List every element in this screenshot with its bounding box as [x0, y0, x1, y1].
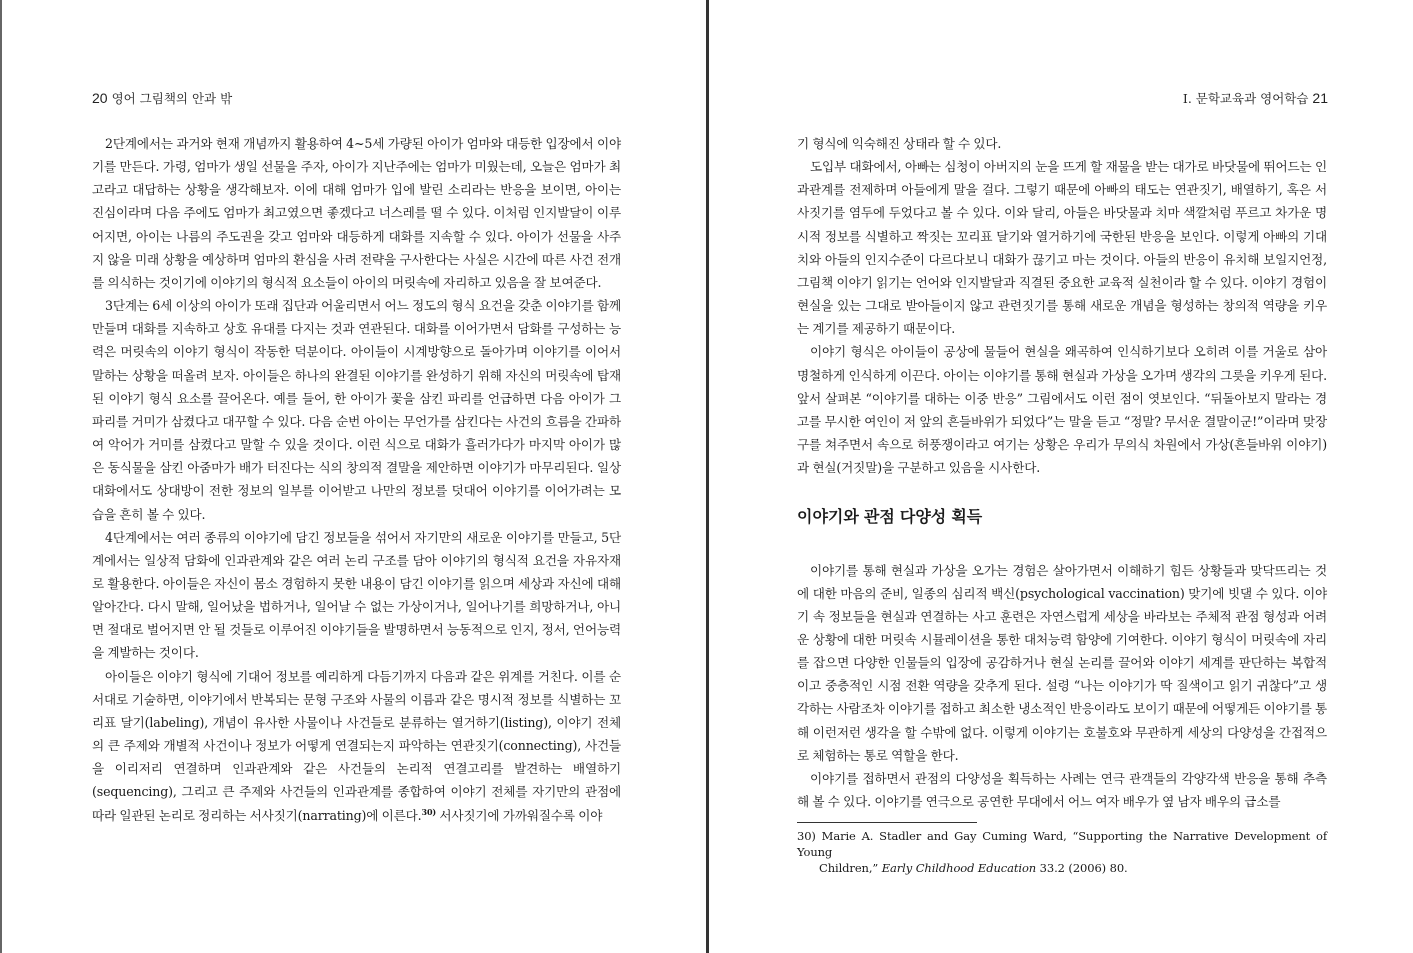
right-paragraph-2: 이야기 형식은 아이들이 공상에 물들어 현실을 왜곡하여 인식하기보다 오히려 이를 거울로 삼아 명철하게 인식하게 이끈다. 아이는 이야기를 통해 현실과 가상을 오가며 생각의 그릇을 키우게 된다. 앞서 살펴본 “이야기를 대하는 이중 반응” 그림에서도 이런 점이 엿보인다. “뒤돌아보지 말라는 경고를 무시한 여인이 저 앞의 흔들바위가 되었다”는 말을 듣고 “정말? 무서운 결말이군!”이라며 맞장구를 쳐주면서 속으로 허풍쟁이라고 여기는 상황은 우리가 무의식 차원에서 가상(흔들바위 이야기)과 현실(거짓말)을 구분하고 있음을 시사한다. — [797, 344, 1327, 476]
left-running-header — [92, 89, 232, 107]
left-paragraph-1: 2단계에서는 과거와 현재 개념까지 활용하여 4~5세 가량된 아이가 엄마와 대등한 입장에서 이야기를 만든다. 가령, 엄마가 생일 선물을 주자, 아이가 지난주에는 엄마가 미웠는데, 오늘은 엄마가 최고라고 대답하는 상황을 생각해보자. 이에 대해 엄마가 입에 발린 소리라는 반응을 보이면, 아이는 진심이라며 다음 주에도 엄마가 최고였으면 좋겠다고 너스레를 떨 수 있다. 이처럼 인지발달이 이루어지면, 아이는 나름의 주도권을 갖고 엄마와 대등하게 대화를 지속할 수 있다. 아이가 선물을 사주지 않을 미래 상황을 예상하며 엄마의 환심을 사려 전략을 구사한다는 사실은 시간에 따른 사건 전개를 의식하는 것이기에 이야기의 형식적 요소들이 아이의 머릿속에 자리하고 있음을 잘 보여준다. — [92, 136, 621, 290]
footnote — [797, 828, 1327, 876]
right-paragraph-1: 도입부 대화에서, 아빠는 심청이 아버지의 눈을 뜨게 할 재물을 받는 대가로 바닷물에 뛰어드는 인과관계를 전제하며 아들에게 말을 걸다. 그렇기 때문에 아빠의 태도는 연관짓기, 배열하기, 혹은 서사짓기를 염두에 두었다고 볼 수 있다. 이와 달리, 아들은 바닷물과 치마 색깔처럼 푸르고 차가운 명시적 정보를 식별하고 짝짓는 꼬리표 달기와 열거하기에 국한된 반응을 보인다. 이렇게 아빠의 기대치와 아들의 인지수준이 다르다보니 대화가 끊기고 마는 것이다. 아들의 반응이 유치해 보일지언정, 그림책 이야기 읽기는 언어와 인지발달과 직결된 중요한 교육적 실천이라 할 수 있다. 이야기 경험이 현실을 있는 그대로 받아들이지 않고 관련짓기를 통해 새로운 개념을 형성하는 창의적 역량을 키우는 계기를 제공하기 때문이다. — [797, 159, 1327, 337]
left-page-number: 20 — [92, 90, 108, 106]
right-page-number: 21 — [1312, 90, 1328, 106]
right-paragraph-4: 이야기를 접하면서 관점의 다양성을 획득하는 사례는 연극 관객들의 각양각색 반응을 통해 추측해 볼 수 있다. 이야기를 연극으로 공연한 무대에서 어느 여자 배우가 옆 남자 배우의 급소를 — [797, 770, 1327, 810]
footnote-text-line1: Marie A. Stadler and Gay Cuming Ward, “Supporting the Narrative Development of Young — [797, 829, 1327, 859]
left-paragraph-4-text: 아이들은 이야기 형식에 기대어 정보를 예리하게 다듬기까지 다음과 같은 위계를 거친다. 이를 순서대로 기술하면, 이야기에서 반복되는 문형 구조와 사물의 이름과 같은 명시적 정보를 식별하는 꼬리표 달기(labeling), 개념이 유사한 사물이나 사건들로 분류하는 열거하기(listing), 이야기 전체의 큰 주제와 개별적 사건이나 정보가 어떻게 연결되는지 파악하는 연관짓기(connecting), 사건들을 이리저리 연결하며 인과관계와 같은 사건들의 논리적 연결고리를 발견하는 배열하기(sequencing), 그리고 큰 주제와 사건들의 인과관계를 종합하여 이야기 전체를 자기만의 관점에 따라 일관된 논리로 정리하는 서사짓기(narrating)에 이른다. — [92, 668, 621, 823]
footnote-journal: Early Childhood Education — [881, 861, 1037, 875]
right-body-text — [797, 132, 1327, 813]
right-running-title: I. 문학교육과 영어학습 — [1182, 91, 1309, 106]
left-paragraph-2: 3단계는 6세 이상의 아이가 또래 집단과 어울리면서 어느 정도의 형식 요건을 갖춘 이야기를 함께 만들며 대화를 지속하고 상호 유대를 다지는 것과 연관된다. 대화를 이어가면서 담화를 구성하는 능력은 머릿속의 이야기 형식이 작동한 덕분이다. 아이들이 시계방향으로 돌아가며 이야기를 이어서 말하는 상황을 떠올려 보자. 아이들은 하나의 완결된 이야기를 완성하기 위해 자신의 머릿속에 탑재된 이야기 형식 요소를 끌어온다. 예를 들어, 한 아이가 꽃을 삼킨 파리를 언급하면 다음 아이가 그 파리를 거미가 삼켰다고 대꾸할 수 있다. 다음 순번 아이는 무언가를 삼킨다는 사건의 흐름을 간파하여 악어가 거미를 삼켰다고 말할 수 있을 것이다. 이런 식으로 대화가 흘러가다가 마지막 아이가 많은 동식물을 삼킨 아줌마가 배가 터진다는 식의 창의적 결말을 제안하면 이야기가 마무리된다. 일상대화에서도 상대방이 전한 정보의 일부를 이어받고 나만의 정보를 덧대어 이야기를 이어가려는 모습을 흔히 볼 수 있다. — [92, 298, 621, 522]
left-body-text — [92, 132, 621, 827]
left-paragraph-3: 4단계에서는 여러 종류의 이야기에 담긴 정보들을 섞어서 자기만의 새로운 이야기를 만들고, 5단계에서는 일상적 담화에 인과관계와 같은 여러 논리 구조를 담아 이야기의 형식적 요건을 자유자재로 활용한다. 아이들은 자신이 몸소 경험하지 못한 내용이 담긴 이야기를 읽으며 세상과 자신에 대해 알아간다. 다시 말해, 일어났을 법하거나, 일어날 수 없는 가상이거나, 일어나기를 희망하거나, 아니면 절대로 벌어지면 안 될 것들로 이루어진 이야기들을 발명하면서 능동적으로 인지, 정서, 언어능력을 계발하는 것이다. — [92, 529, 621, 661]
footnote-text-line2: Children,” — [819, 861, 882, 875]
right-paragraph-3: 이야기를 통해 현실과 가상을 오가는 경험은 살아가면서 이해하기 힘든 상황들과 맞닥뜨리는 것에 대한 마음의 준비, 일종의 심리적 백신(psychological vaccination) 맞기에 빗댈 수 있다. 이야기 속 정보들을 현실과 연결하는 사고 훈련은 자연스럽게 세상을 바라보는 주체적 관점 형성과 어려운 상황에 대한 머릿속 시뮬레이션을 통한 대처능력 함양에 기여한다. 이야기 형식이 머릿속에 자리를 잡으면 다양한 인물들의 입장에 공감하거나 현실 논리를 끌어와 이야기 세계를 판단하는 복합적이고 중층적인 시점 전환 역량을 갖추게 된다. 설령 “나는 이야기가 딱 질색이고 읽기 귀찮다”고 생각하는 사람조차 이야기를 접하고 최소한 냉소적인 반응이라도 보이기 때문에 어떻게든 이야기를 통해 이런저런 생각을 할 수밖에 없다. 이렇게 이야기는 호불호와 무관하게 세상의 다양성을 간접적으로 체험하는 통로 역할을 한다. — [797, 562, 1327, 763]
section-title: 이야기와 관점 다양성 획득 — [797, 507, 983, 527]
footnote-label: 30) — [797, 829, 816, 843]
right-running-header — [1183, 89, 1328, 107]
left-paragraph-4 — [92, 665, 621, 827]
left-running-title: 영어 그림책의 안과 밖 — [111, 91, 233, 106]
footnote-divider — [797, 822, 977, 823]
footnote-reference[interactable]: 30) — [421, 806, 437, 817]
right-continued-line: 기 형식에 익숙해진 상태라 할 수 있다. — [797, 136, 1002, 151]
footnote-line2 — [797, 860, 1327, 876]
right-page — [709, 0, 1413, 953]
left-paragraph-4-tail: 서사짓기에 가까워질수록 이야 — [436, 807, 603, 823]
footnote-citation: 33.2 (2006) 80. — [1036, 861, 1128, 875]
